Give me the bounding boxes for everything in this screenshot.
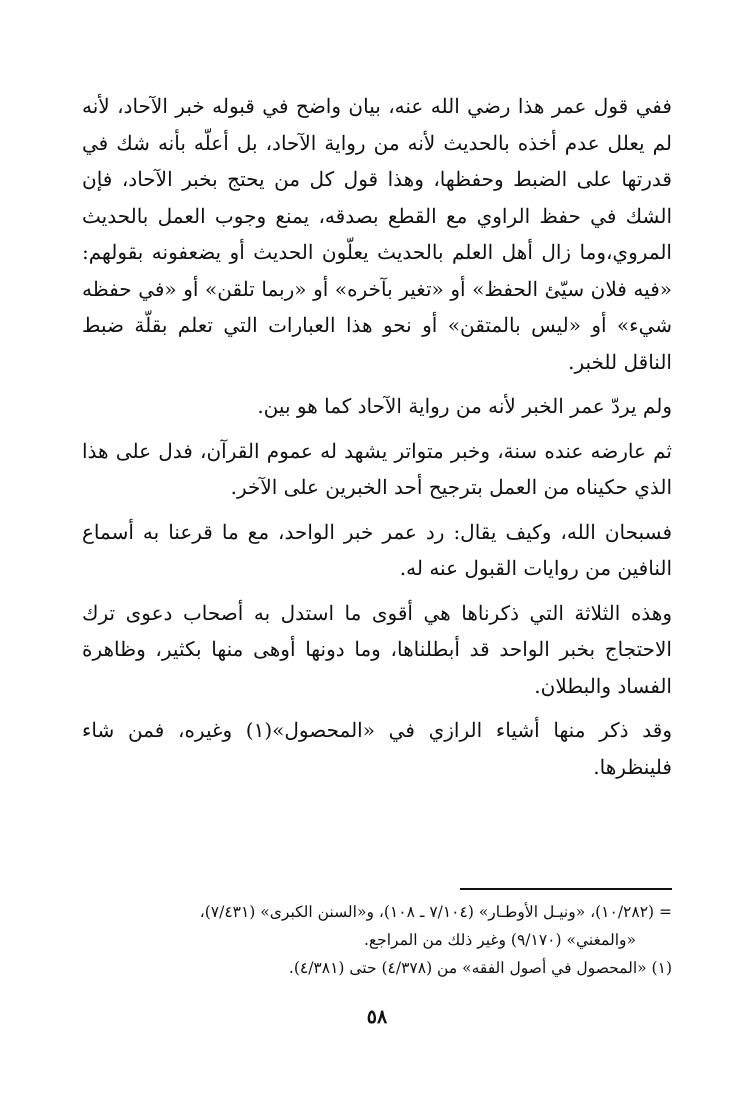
paragraph-2: ولم يردّ عمر الخبر لأنه من رواية الآحاد كما هو بين. bbox=[257, 394, 672, 418]
footnotes bbox=[82, 888, 672, 982]
paragraph-3: ثم عارضه عنده سنة، وخبر متواتر يشهد له عموم القرآن، فدل على هذا الذي حكيناه من العمل بترجيح أحد الخبرين على الآخر. bbox=[82, 438, 672, 499]
footnote-continuation-line: «والمغني» (٩/١٧٠) وغير ذلك من المراجع. bbox=[363, 931, 636, 949]
page-number: ٥٨ bbox=[366, 1006, 388, 1028]
footnote-1: (١) «المحصول في أصول الفقه» من (٤/٣٧٨) حتى (٤/٣٨١). bbox=[288, 959, 672, 977]
paragraph-6: وقد ذكر منها أشياء الرازي في «المحصول»(١) وغيره، فمن شاء فلينظرها. bbox=[82, 718, 672, 779]
paragraph-4: فسبحان الله، وكيف يقال: رد عمر خبر الواحد، مع ما قرعنا به أسماع النافين من روايات القبول عنه له. bbox=[82, 519, 672, 580]
paragraph-5: وهذه الثلاثة التي ذكرناها هي أقوى ما استدل به أصحاب دعوى ترك الاحتجاج بخبر الواحد قد أبطلناها، وما دونها أوهى منها بكثير، وظاهرة الفساد والبطلان. bbox=[82, 600, 672, 698]
book-page bbox=[82, 88, 672, 1088]
paragraph-1: ففي قول عمر هذا رضي الله عنه، بيان واضح في قبوله خبر الآحاد، لأنه لم يعلل عدم أخذه بالحديث لأنه من رواية الآحاد، بل أعلّه بأنه شك في قدرتها على الضبط وحفظها، وهذا قول كل من يحتج بخبر الآحاد، فإن الشك في حفظ الراوي مع القطع بصدقه، يمنع وجوب العمل بالحديث المروي،وما زال أهل العلم بالحديث يعلّون الحديث أو يضعفونه بقولهم: «فيه فلان سيّئ الحفظ» أو «تغير بآخره» أو «ربما تلقن» أو «في حفظه شيء» أو «ليس بالمتقن» أو نحو هذا العبارات التي تعلم بقلّة ضبط الناقل للخبر. bbox=[82, 94, 672, 374]
footnote-separator bbox=[460, 888, 672, 890]
footnote-continuation: = (١٠/٢٨٢)، «ونيـل الأوطـار» (٧/١٠٤ ـ ١٠٨)، و«السنن الكبرى» (٧/٤٣١)، bbox=[199, 903, 672, 921]
main-text bbox=[82, 88, 672, 785]
